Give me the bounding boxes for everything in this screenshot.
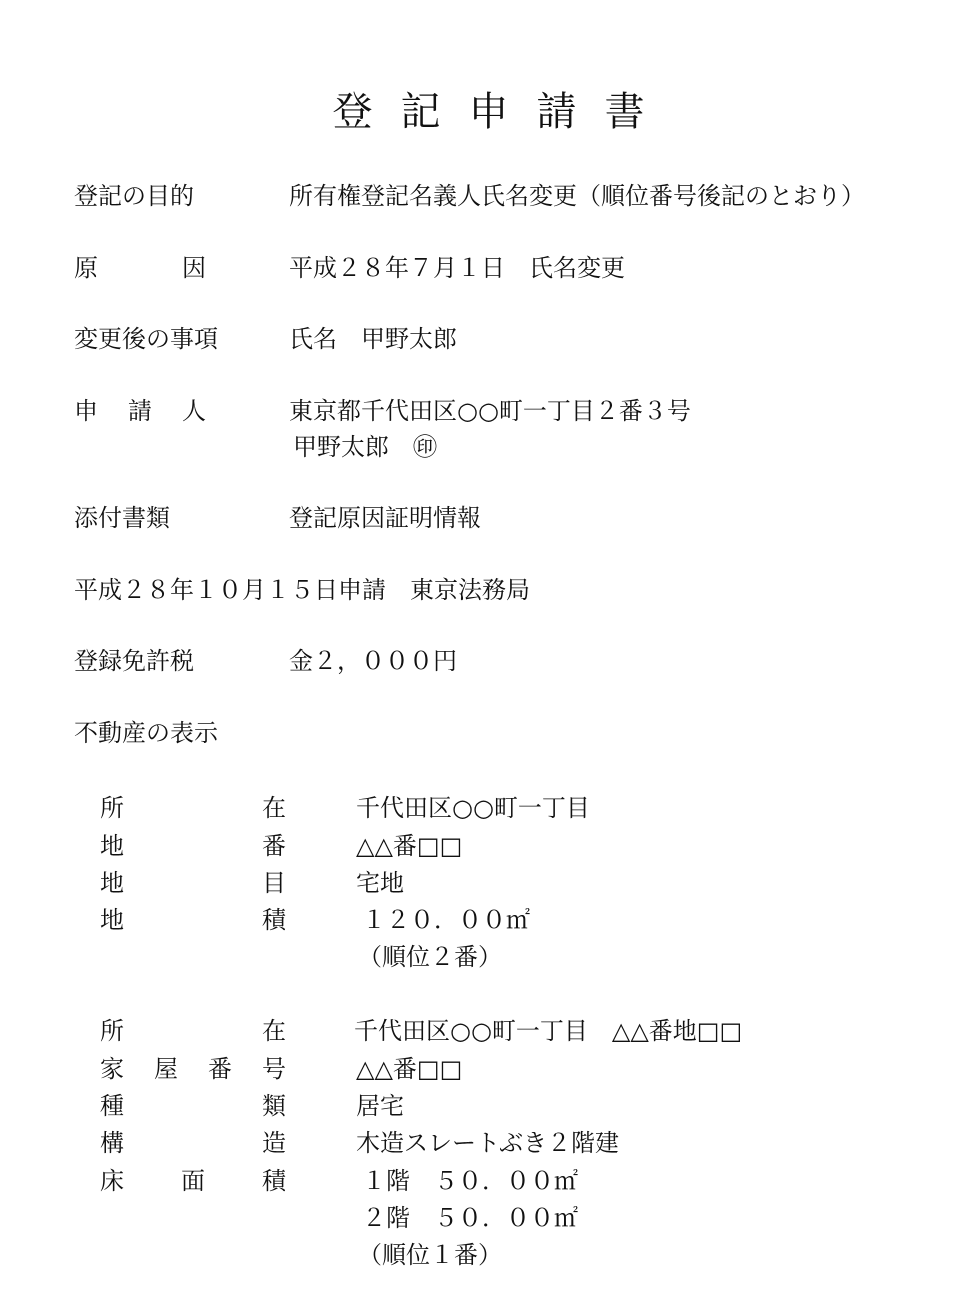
land-location-label-char-2: 在: [262, 794, 286, 822]
land-category-label: [100, 867, 286, 899]
building-location-label: [100, 1015, 286, 1047]
license-tax-label: 登録免許税: [74, 647, 194, 675]
land-category-label-char-2: 目: [262, 869, 286, 897]
land-location-label-char-1: 所: [100, 794, 124, 822]
cause-label-char-2: 因: [182, 254, 206, 282]
land-category-value: 宅地: [356, 869, 404, 897]
building-location-label-char-1: 所: [100, 1017, 124, 1045]
changed-items-label: 変更後の事項: [74, 325, 218, 353]
building-floor-area-label-char-3: 積: [262, 1167, 286, 1195]
land-area-label-char-1: 地: [100, 906, 124, 934]
applicant-label: [74, 395, 206, 427]
land-lot-label-char-1: 地: [100, 832, 124, 860]
building-location-value: 千代田区○○町一丁目 △△番地□□: [354, 1017, 743, 1045]
building-floor-area-label-char-1: 床: [100, 1167, 124, 1195]
attachments-label: 添付書類: [74, 504, 170, 532]
building-floor-1-value: １階 ５０．００㎡: [362, 1167, 578, 1195]
building-house-number-value: △△番□□: [356, 1055, 463, 1083]
applicant-address: 東京都千代田区○○町一丁目２番３号: [289, 397, 691, 425]
land-category-label-char-1: 地: [100, 869, 124, 897]
changed-items-value: 氏名 甲野太郎: [289, 325, 457, 353]
land-location-label: [100, 792, 286, 824]
building-house-number-label-char-4: 号: [262, 1055, 286, 1083]
building-house-number-label-char-2: 屋: [154, 1055, 178, 1083]
land-area-value: １２０．００㎡: [362, 906, 530, 934]
building-floor-area-label-char-2: 面: [181, 1167, 205, 1195]
building-structure-label-char-2: 造: [262, 1129, 286, 1157]
land-location-value: 千代田区○○町一丁目: [356, 794, 590, 822]
building-house-number-label-char-1: 家: [100, 1055, 124, 1083]
building-structure-label: [100, 1127, 286, 1159]
building-rank: （順位１番）: [358, 1241, 502, 1269]
land-rank: （順位２番）: [358, 943, 502, 971]
property-heading: 不動産の表示: [74, 719, 218, 747]
land-lot-value: △△番□□: [356, 832, 463, 860]
document-title: 登記申請書: [332, 89, 673, 135]
building-type-label-char-2: 類: [262, 1092, 286, 1120]
building-type-label-char-1: 種: [100, 1092, 124, 1120]
building-type-value: 居宅: [356, 1092, 404, 1120]
building-structure-label-char-1: 構: [100, 1129, 124, 1157]
building-structure-value: 木造スレートぶき２階建: [356, 1129, 620, 1157]
land-area-label: [100, 904, 286, 936]
land-area-label-char-2: 積: [262, 906, 286, 934]
license-tax-value: 金２，０００円: [289, 647, 457, 675]
applicant-label-char-2: 請: [128, 397, 152, 425]
purpose-label: 登記の目的: [74, 182, 194, 210]
land-lot-label: [100, 830, 286, 862]
building-floor-2-value: ２階 ５０．００㎡: [362, 1204, 578, 1232]
applicant-name-seal: 甲野太郎 ㊞: [293, 433, 437, 461]
applicant-label-char-1: 申: [74, 397, 98, 425]
cause-label: [74, 252, 206, 284]
building-location-label-char-2: 在: [262, 1017, 286, 1045]
building-type-label: [100, 1090, 286, 1122]
applicant-label-char-3: 人: [182, 397, 206, 425]
cause-label-char-1: 原: [74, 254, 98, 282]
building-house-number-label-char-3: 番: [208, 1055, 232, 1083]
land-lot-label-char-2: 番: [262, 832, 286, 860]
attachments-value: 登記原因証明情報: [289, 504, 481, 532]
building-floor-area-label: [100, 1165, 286, 1197]
building-house-number-label: [100, 1053, 286, 1085]
cause-value: 平成２８年７月１日 氏名変更: [289, 254, 625, 282]
application-date-line: 平成２８年１０月１５日申請 東京法務局: [74, 576, 530, 604]
purpose-value: 所有権登記名義人氏名変更（順位番号後記のとおり）: [289, 182, 865, 210]
